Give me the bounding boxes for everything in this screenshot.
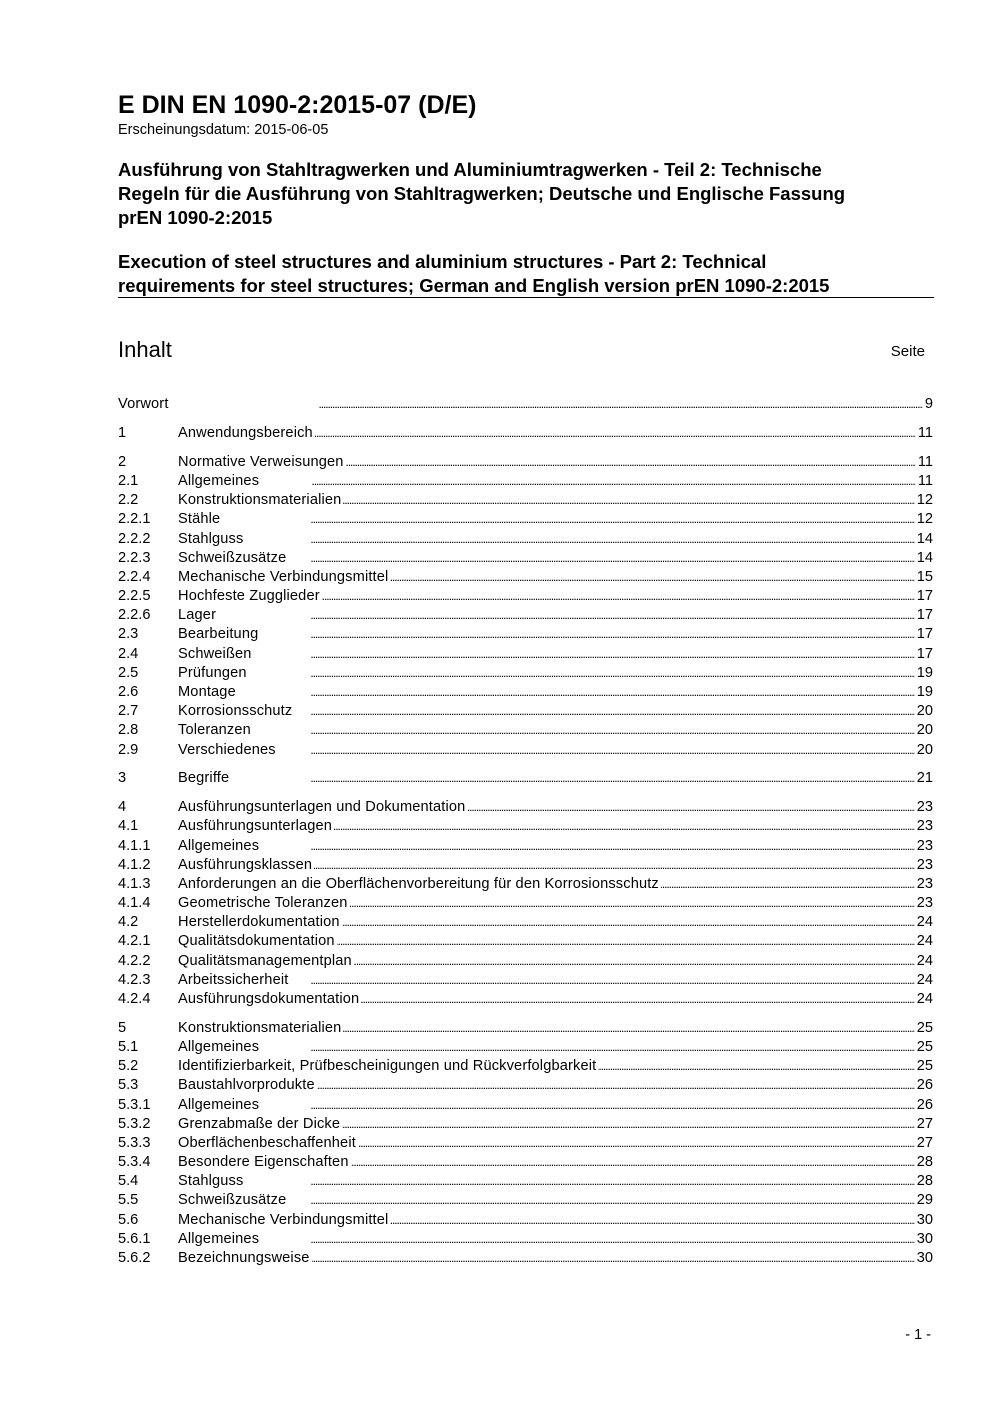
toc-entry-number: 4.1 [118, 818, 139, 835]
toc-entry-number: 4.1.4 [118, 895, 151, 912]
title-german-line: Ausführung von Stahltragwerken und Aluminiumtragwerken - Teil 2: Technische [118, 159, 822, 180]
toc-dot-leader [342, 1116, 915, 1133]
toc-dot-leader [322, 588, 915, 605]
toc-entry-page: 12 [916, 492, 933, 509]
toc-entry-title: Qualitätsmanagementplan [178, 952, 352, 969]
toc-dot-leader [390, 1212, 914, 1229]
toc-entry[interactable] [118, 1114, 933, 1133]
toc-entry-title: Vorwort [118, 396, 169, 413]
toc-entry-number: 3 [118, 770, 127, 787]
toc-dot-leader [245, 531, 914, 548]
toc-entry-title: Qualitätsdokumentation [178, 933, 335, 950]
toc-entry-title: Korrosionsschutz [178, 703, 293, 720]
toc-entry-number: 2 [118, 453, 127, 470]
toc-dot-leader [278, 742, 915, 759]
toc-entry-page: 28 [916, 1154, 933, 1171]
toc-dot-leader [288, 550, 914, 567]
toc-entry-title: Mechanische Verbindungsmittel [178, 568, 389, 585]
toc-entry-page: 24 [916, 952, 933, 969]
toc-entry-number: 4.2 [118, 914, 139, 931]
toc-entry[interactable] [118, 567, 933, 586]
toc-entry-number: 5.4 [118, 1173, 139, 1190]
toc-entry-title: Oberflächenbeschaffenheit [178, 1134, 356, 1151]
toc-entry-page: 12 [916, 511, 933, 528]
toc-dot-leader [238, 684, 915, 701]
toc-entry[interactable] [118, 970, 933, 989]
toc-entry-page: 11 [917, 424, 933, 441]
toc-entry[interactable] [118, 1037, 933, 1056]
toc-entry-number: 4.1.3 [118, 875, 151, 892]
toc-entry-number: 4 [118, 799, 127, 816]
toc-entry-page: 23 [916, 895, 933, 912]
toc-entry-page: 17 [916, 588, 933, 605]
toc-entry[interactable] [118, 855, 933, 874]
toc-dot-leader [351, 1154, 915, 1171]
toc-entry-page: 21 [916, 770, 933, 787]
toc-entry-title: Schweißzusätze [178, 549, 287, 566]
toc-entry-title: Schweißzusätze [178, 1192, 287, 1209]
toc-dot-leader [598, 1058, 914, 1075]
toc-entry[interactable] [118, 931, 933, 950]
toc-dot-leader [253, 722, 915, 739]
toc-dot-leader [467, 799, 914, 816]
toc-entry-number: 5.6 [118, 1211, 139, 1228]
toc-dot-leader [342, 914, 915, 931]
toc-dot-leader [290, 972, 914, 989]
toc-entry-number: 4.2.4 [118, 991, 151, 1007]
title-german-line: Regeln für die Ausführung von Stahltragwerken; Deutsche und Englische Fassung [118, 183, 846, 204]
toc-entry[interactable] [118, 874, 933, 893]
toc-entry-number: 2.9 [118, 741, 139, 758]
toc-dot-leader [261, 838, 915, 855]
toc-entry-number: 1 [118, 424, 127, 441]
toc-dot-leader [171, 396, 923, 413]
toc-entry-number: 5.6.1 [118, 1230, 151, 1247]
toc-entry-number: 5.1 [118, 1038, 139, 1055]
toc-dot-leader [245, 1173, 914, 1190]
toc-entry-title: Herstellerdokumentation [178, 914, 340, 931]
page-number: - 1 - [905, 1327, 931, 1343]
toc-entry-title: Anwendungsbereich [178, 424, 313, 441]
toc-entry[interactable] [118, 528, 933, 547]
toc-entry-title: Prüfungen [178, 664, 247, 681]
toc-entry-title: Grenzabmaße der Dicke [178, 1115, 341, 1132]
toc-entry-page: 20 [916, 741, 933, 758]
toc-entry[interactable] [118, 509, 933, 528]
toc-dot-leader [390, 569, 914, 586]
publication-date: Erscheinungsdatum: 2015-06-05 [118, 122, 329, 138]
toc-entry-page: 17 [916, 626, 933, 643]
toc-dot-leader [361, 991, 914, 1008]
toc-dot-leader [312, 1250, 915, 1267]
toc-dot-leader [260, 626, 914, 643]
toc-entry[interactable] [118, 663, 933, 682]
toc-entry-number: 2.5 [118, 664, 139, 681]
toc-entry-page: 20 [916, 703, 933, 720]
toc-entry-number: 4.2.1 [118, 933, 151, 950]
toc-entry-title: Arbeitssicherheit [178, 971, 289, 988]
toc-entry[interactable] [118, 1209, 933, 1228]
toc-entry-title: Toleranzen [178, 722, 251, 739]
toc-entry-title: Allgemeines [178, 1230, 260, 1247]
toc-entry[interactable] [118, 1133, 933, 1152]
toc-entry-title: Stähle [178, 511, 221, 528]
toc-entry-number: 2.6 [118, 684, 139, 700]
toc-entry-title: Allgemeines [178, 837, 260, 854]
toc-dot-leader [343, 1020, 914, 1037]
toc-entry-page: 15 [916, 568, 933, 585]
toc-dot-leader [294, 703, 914, 720]
toc-entry-number: 5.3.2 [118, 1115, 151, 1132]
toc-entry-number: 4.2.2 [118, 952, 151, 969]
toc-entry-number: 5.5 [118, 1192, 139, 1209]
toc-dot-leader [314, 857, 915, 874]
toc-entry-title: Bezeichnungsweise [178, 1250, 310, 1267]
toc-dot-leader [261, 1039, 915, 1056]
toc-entry-number: 4.2.3 [118, 971, 151, 988]
toc-entry-title: Montage [178, 684, 236, 700]
toc-dot-leader [231, 770, 915, 787]
title-english-line: requirements for steel structures; German and English version prEN 1090-2:2015 [118, 275, 830, 296]
toc-entry-number: 2.2.6 [118, 607, 151, 624]
toc-entry-number: 5 [118, 1019, 127, 1036]
toc-entry-page: 14 [916, 549, 933, 566]
toc-entry-title: Identifizierbarkeit, Prüfbescheinigungen und Rückverfolgbarkeit [178, 1058, 597, 1075]
toc-entry-title: Allgemeines [178, 1038, 260, 1055]
toc-entry-page: 26 [916, 1077, 933, 1094]
toc-entry-title: Bearbeitung [178, 626, 259, 643]
toc-entry-title: Mechanische Verbindungsmittel [178, 1211, 389, 1228]
toc-entry-page: 26 [916, 1096, 933, 1113]
toc-dot-leader [218, 607, 915, 624]
toc-entry-page: 30 [916, 1250, 933, 1267]
toc-entry-title: Besondere Eigenschaften [178, 1154, 349, 1171]
toc-dot-leader [288, 1192, 914, 1209]
toc-entry-page: 17 [916, 645, 933, 662]
title-german [118, 158, 918, 230]
toc-entry-title: Konstruktionsmaterialien [178, 1019, 342, 1036]
toc-entry-page: 9 [924, 396, 933, 413]
toc-entry[interactable] [118, 548, 933, 567]
toc-entry-number: 2.2.2 [118, 530, 151, 547]
toc-entry[interactable] [118, 1171, 933, 1190]
toc-dot-leader [337, 933, 915, 950]
toc-entry-number: 2.2.3 [118, 549, 151, 566]
toc-entry-page: 29 [916, 1192, 933, 1209]
toc-entry-title: Ausführungsdokumentation [178, 991, 360, 1007]
toc-entry[interactable] [118, 893, 933, 912]
toc-entry-number: 5.3.4 [118, 1154, 151, 1171]
title-english [118, 250, 938, 298]
toc-entry-page: 23 [916, 799, 933, 816]
toc-dot-leader [261, 1231, 915, 1248]
toc-entry-number: 2.1 [118, 472, 139, 489]
toc-entry-title: Ausführungsunterlagen und Dokumentation [178, 799, 466, 816]
toc-entry-page: 27 [916, 1134, 933, 1151]
toc-entry-page: 23 [916, 837, 933, 854]
toc-entry-page: 30 [916, 1211, 933, 1228]
toc-entry[interactable] [118, 768, 933, 787]
toc-dot-leader [343, 492, 914, 509]
toc-entry[interactable] [118, 586, 933, 605]
toc-entry[interactable] [118, 1152, 933, 1171]
toc-entry-page: 25 [916, 1038, 933, 1055]
toc-entry[interactable] [118, 1248, 933, 1267]
toc-entry-title: Verschiedenes [178, 741, 276, 758]
toc-entry-page: 11 [917, 453, 933, 470]
toc-entry-page: 19 [916, 664, 933, 681]
toc-entry-title: Allgemeines [178, 472, 260, 489]
toc-entry-title: Normative Verweisungen [178, 453, 344, 470]
toc-entry-page: 24 [916, 914, 933, 931]
toc-entry[interactable] [118, 452, 933, 471]
toc-entry[interactable] [118, 643, 933, 662]
toc-entry-number: 2.4 [118, 645, 139, 662]
toc-dot-leader [261, 473, 916, 490]
toc-entry-number: 2.7 [118, 703, 139, 720]
toc-dot-leader [317, 1077, 915, 1094]
toc-entry[interactable] [118, 835, 933, 854]
toc-page-column-label: Seite [890, 343, 925, 360]
toc-entry-title: Begriffe [178, 770, 230, 787]
toc-entry-number: 2.2 [118, 492, 139, 509]
toc-entry[interactable] [118, 720, 933, 739]
toc-entry[interactable] [118, 1094, 933, 1113]
toc-dot-leader [661, 876, 915, 893]
toc-dot-leader [222, 511, 914, 528]
toc-entry-title: Schweißen [178, 645, 252, 662]
toc-dot-leader [261, 1097, 915, 1114]
toc-entry-page: 25 [916, 1019, 933, 1036]
toc-entry[interactable] [118, 471, 933, 490]
toc-entry[interactable] [118, 1018, 933, 1037]
toc-entry-page: 14 [916, 530, 933, 547]
toc-dot-leader [315, 425, 916, 442]
toc-entry-page: 23 [916, 856, 933, 873]
document-id: E DIN EN 1090-2:2015-07 (D/E) [118, 91, 477, 119]
toc-entry-page: 23 [916, 818, 933, 835]
toc-entry-page: 24 [916, 971, 933, 988]
toc-dot-leader [334, 818, 915, 835]
toc-dot-leader [349, 895, 914, 912]
toc-entry-page: 27 [916, 1115, 933, 1132]
header-divider [118, 297, 934, 298]
toc-entry-page: 24 [916, 933, 933, 950]
toc-entry-title: Konstruktionsmaterialien [178, 492, 342, 509]
table-of-contents [118, 394, 933, 1267]
toc-entry[interactable] [118, 912, 933, 931]
toc-entry-title: Lager [178, 607, 217, 624]
toc-entry-number: 2.2.5 [118, 588, 151, 605]
toc-entry-number: 5.3 [118, 1077, 139, 1094]
toc-entry-number: 2.8 [118, 722, 139, 739]
toc-entry[interactable] [118, 797, 933, 816]
toc-entry-page: 28 [916, 1173, 933, 1190]
toc-entry-title: Ausführungsklassen [178, 856, 313, 873]
toc-entry[interactable] [118, 1075, 933, 1094]
toc-entry-number: 5.2 [118, 1058, 139, 1075]
toc-entry-number: 4.1.1 [118, 837, 151, 854]
toc-dot-leader [346, 454, 916, 471]
toc-entry[interactable] [118, 605, 933, 624]
title-german-line: prEN 1090-2:2015 [118, 207, 273, 228]
toc-entry[interactable] [118, 1190, 933, 1209]
toc-entry-page: 30 [916, 1230, 933, 1247]
toc-entry-title: Baustahlvorprodukte [178, 1077, 315, 1094]
toc-entry-page: 17 [916, 607, 933, 624]
toc-entry-page: 20 [916, 722, 933, 739]
toc-entry[interactable] [118, 490, 933, 509]
toc-entry[interactable] [118, 1229, 933, 1248]
toc-entry-title: Geometrische Toleranzen [178, 895, 348, 912]
toc-dot-leader [354, 953, 915, 970]
toc-entry[interactable] [118, 394, 933, 413]
toc-entry-title: Ausführungsunterlagen [178, 818, 333, 835]
toc-entry-number: 2.2.1 [118, 511, 151, 528]
toc-entry-number: 5.3.1 [118, 1096, 151, 1113]
toc-entry[interactable] [118, 423, 933, 442]
toc-entry-title: Stahlguss [178, 1173, 244, 1190]
toc-heading: Inhalt [118, 337, 172, 362]
toc-entry[interactable] [118, 989, 933, 1008]
toc-entry-page: 24 [916, 991, 933, 1007]
toc-entry-title: Hochfeste Zugglieder [178, 588, 320, 605]
toc-entry-title: Allgemeines [178, 1096, 260, 1113]
toc-entry-title: Anforderungen an die Oberflächenvorbereitung für den Korrosionsschutz [178, 875, 659, 892]
toc-entry-number: 4.1.2 [118, 856, 151, 873]
toc-entry-number: 2.3 [118, 626, 139, 643]
toc-entry-title: Stahlguss [178, 530, 244, 547]
toc-entry-page: 23 [916, 875, 933, 892]
toc-entry-number: 5.3.3 [118, 1134, 151, 1151]
toc-entry[interactable] [118, 1056, 933, 1075]
toc-entry-number: 2.2.4 [118, 568, 151, 585]
toc-entry[interactable] [118, 950, 933, 969]
toc-entry[interactable] [118, 816, 933, 835]
toc-dot-leader [254, 646, 915, 663]
title-english-line: Execution of steel structures and aluminium structures - Part 2: Technical [118, 251, 767, 272]
toc-entry[interactable] [118, 624, 933, 643]
toc-entry-number: 5.6.2 [118, 1250, 151, 1267]
toc-entry[interactable] [118, 682, 933, 701]
toc-entry[interactable] [118, 701, 933, 720]
toc-entry-page: 19 [916, 684, 933, 700]
toc-entry[interactable] [118, 739, 933, 758]
toc-dot-leader [358, 1135, 915, 1152]
toc-dot-leader [249, 665, 915, 682]
toc-entry-page: 11 [917, 472, 933, 489]
toc-entry-page: 25 [916, 1058, 933, 1075]
